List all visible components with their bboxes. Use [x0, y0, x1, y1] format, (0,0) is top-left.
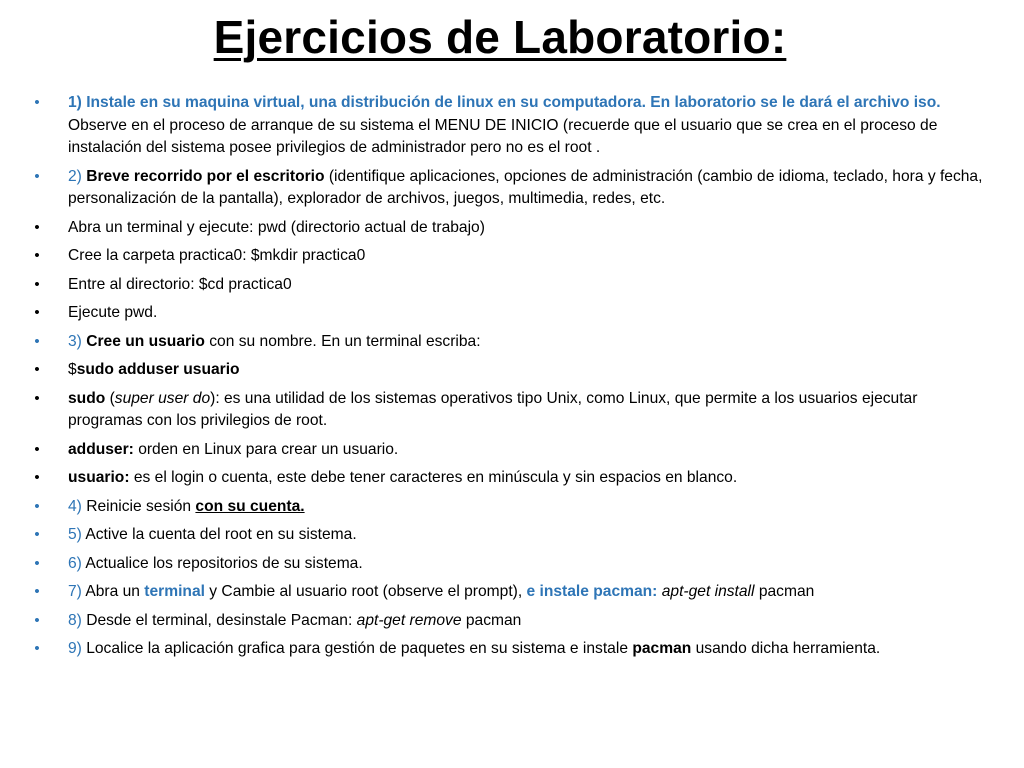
- exercise-item: [30, 638, 995, 661]
- item-text: ): es una utilidad de los sistemas operativos tipo Unix, como Linux, que permite a los usuarios ejecutar programas con los privilegios de root.: [68, 389, 918, 429]
- exercise-item: [30, 553, 995, 576]
- item-text: apt-get remove: [356, 611, 462, 629]
- bullet-icon: •: [34, 94, 40, 111]
- item-text: 2): [68, 167, 87, 185]
- item-text: super user do: [114, 389, 211, 407]
- exercise-item: [30, 581, 995, 604]
- exercise-item: [30, 302, 995, 325]
- bullet-icon: •: [34, 361, 40, 378]
- item-text: usando dicha herramienta.: [691, 640, 881, 657]
- item-text: pacman: [461, 611, 522, 629]
- item-text: y Cambie al usuario root (observe el prompt),: [204, 583, 527, 600]
- item-text: Breve recorrido por el escritorio: [86, 167, 325, 185]
- exercise-list: [30, 92, 995, 667]
- exercise-item: [30, 524, 995, 547]
- exercise-item: [30, 245, 995, 268]
- bullet-icon: •: [34, 497, 40, 515]
- item-text: (identifique aplicaciones, opciones de administración (cambio de idioma, teclado, hora y fecha, personalización de la pantalla), explorador de archivos, juegos, multimedia, redes, etc.: [68, 167, 983, 207]
- exercise-item: [30, 467, 995, 490]
- item-text: Ejecute pwd.: [68, 304, 158, 321]
- bullet-icon: •: [34, 247, 40, 264]
- item-text: 5): [68, 526, 82, 543]
- item-text: 8): [68, 611, 87, 629]
- exercise-item: [30, 496, 995, 519]
- bullet-icon: •: [34, 611, 40, 629]
- item-text: 7): [68, 583, 86, 600]
- item-text: Observe en el proceso de arranque de su sistema el MENU DE INICIO (recuerde que el usuario que se crea en el proceso de instalación del sistema posee privilegios de administrador pero no es el root .: [68, 116, 938, 156]
- bullet-icon: •: [34, 389, 40, 407]
- item-text: sudo adduser usuario: [76, 361, 240, 378]
- item-text: usuario:: [68, 469, 130, 486]
- exercise-item: [30, 439, 995, 462]
- item-text: e instale pacman:: [526, 583, 658, 600]
- item-text: (: [105, 389, 115, 407]
- item-text: 4): [68, 497, 87, 515]
- exercise-item: [30, 610, 995, 633]
- item-text: es el login o cuenta, este debe tener caracteres en minúscula y sin espacios en blanco.: [129, 469, 738, 486]
- item-text: Active la cuenta del root en su sistema.: [81, 526, 357, 543]
- item-text: 6): [68, 554, 82, 572]
- slide-title: Ejercicios de Laboratorio:: [213, 11, 787, 63]
- item-text: Actualice los repositorios de su sistema.: [81, 554, 363, 572]
- item-text: Reinicie sesión: [86, 497, 196, 515]
- item-text: $: [68, 361, 77, 378]
- bullet-icon: •: [34, 526, 40, 543]
- item-text: Cree la carpeta practica0: $mkdir practica0: [68, 247, 366, 264]
- bullet-icon: •: [34, 167, 40, 185]
- item-text: Cree un usuario: [86, 332, 205, 350]
- item-text: Abra un: [85, 583, 145, 600]
- item-text: 9): [68, 640, 87, 657]
- exercise-item: [30, 331, 995, 354]
- item-text: Localice la aplicación grafica para gestión de paquetes en su sistema e instale: [86, 640, 633, 657]
- exercise-item: [30, 359, 995, 382]
- exercise-item: [30, 166, 995, 211]
- bullet-icon: •: [34, 440, 40, 458]
- exercise-item: [30, 274, 995, 297]
- item-text: Abra un terminal y ejecute: pwd (directorio actual de trabajo): [68, 218, 485, 236]
- bullet-icon: •: [34, 640, 40, 657]
- item-text: con su nombre. En un terminal escriba:: [204, 332, 481, 350]
- item-text: sudo: [68, 389, 106, 407]
- item-text: orden en Linux para crear un usuario.: [133, 440, 399, 458]
- bullet-icon: •: [34, 583, 40, 600]
- bullet-icon: •: [34, 469, 40, 486]
- item-text: con su cuenta.: [195, 497, 305, 515]
- item-text: apt-get install: [661, 583, 755, 600]
- bullet-icon: •: [34, 554, 40, 572]
- item-text: 3): [68, 332, 87, 350]
- item-text: Desde el terminal, desinstale Pacman:: [86, 611, 357, 629]
- exercise-item: [30, 217, 995, 240]
- item-text: pacman: [754, 583, 815, 600]
- item-text: terminal: [144, 583, 205, 600]
- item-text: adduser:: [68, 440, 134, 458]
- item-text: 1) Instale en su maquina virtual, una distribución de linux en su computadora. En laboratorio se le dará el archivo iso.: [68, 94, 941, 111]
- item-text: Entre al directorio: $cd practica0: [68, 275, 292, 293]
- bullet-icon: •: [34, 275, 40, 293]
- exercise-item: [30, 388, 995, 433]
- exercise-item: [30, 92, 995, 160]
- bullet-icon: •: [34, 218, 40, 236]
- bullet-icon: •: [34, 332, 40, 350]
- item-text: pacman: [632, 640, 692, 657]
- bullet-icon: •: [34, 304, 40, 321]
